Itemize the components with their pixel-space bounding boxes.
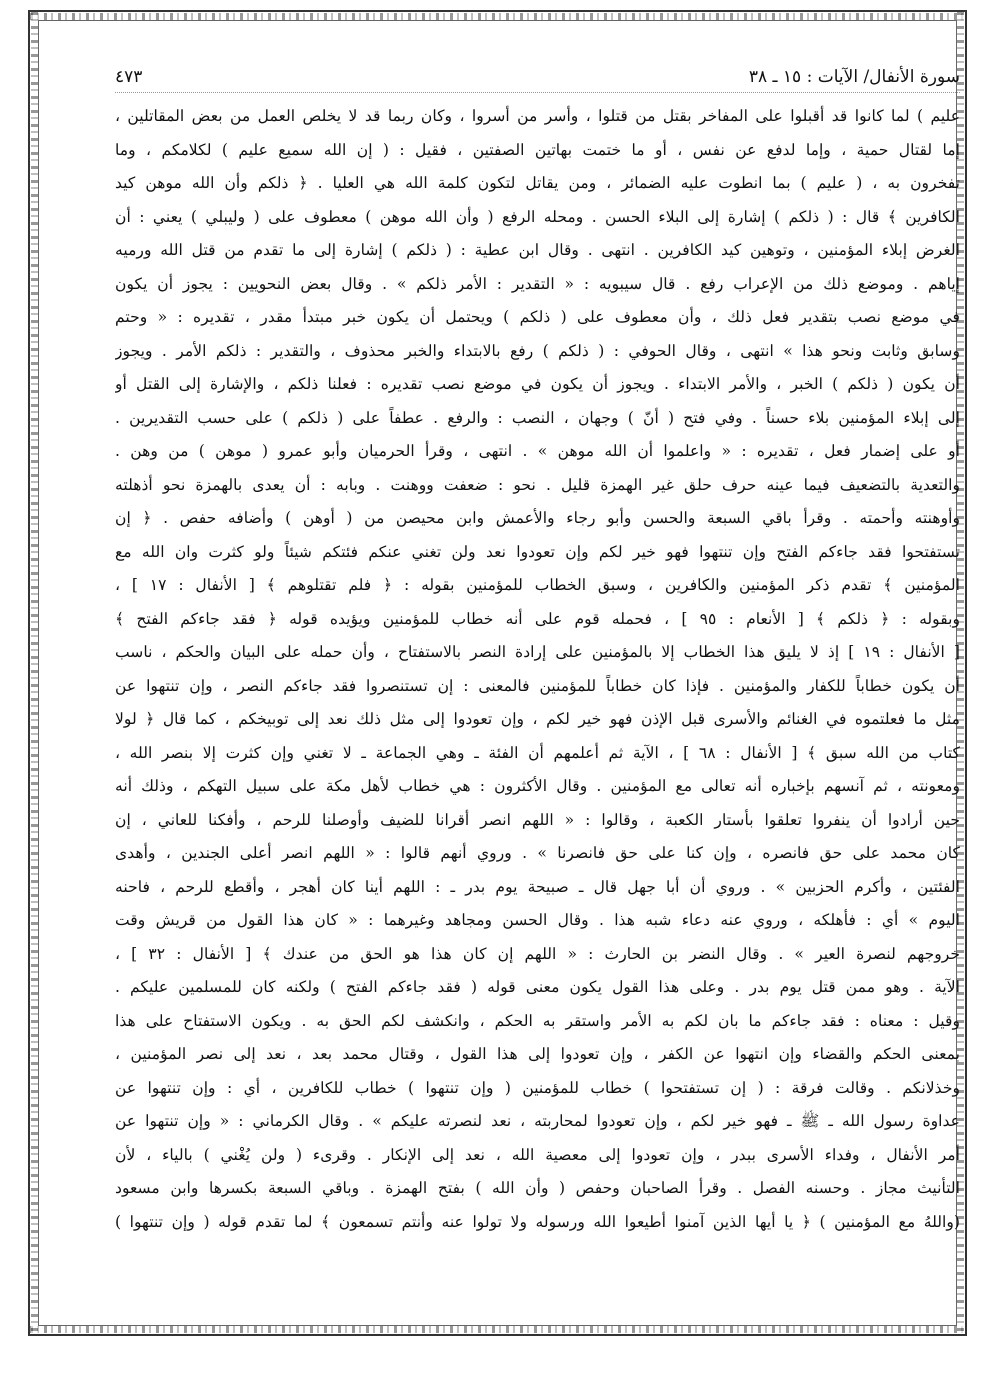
text-line: تستفتحوا فقد جاءكم الفتح وإن تنتهوا فهو خير لكم وإن تعودوا نعد ولن تغني عنكم فئتكم شيئاً ولو كثرت وان الله مع: [115, 542, 960, 561]
text-line: (واللهُ مع المؤمنين ) ﴿ يا أيها الذين آمنوا أطيعوا الله ورسوله ولا تولوا عنه وأنتم تسمعون ﴾ لما تقدم قوله ( وإن تنتهوا ): [115, 1212, 960, 1231]
text-line: أن يكون خطاباً للكفار والمؤمنين . فإذا كان خطاباً للمؤمنين فالمعنى : إن تستنصروا فقد جاءكم النصر ، وإن تنتهوا عن: [115, 676, 960, 695]
text-line: وسابق وثابت ونحو هذا » انتهى ، وقال الحوفي : ( ذلكم ) رفع بالابتداء والخبر محذوف ، والتقدير : ذلكم الأمر . ويجوز: [115, 341, 960, 360]
text-line: كان محمد على حق فانصره ، وإن كنا على حق فانصرنا » . وروي أنهم قالوا : « اللهم انصر أعلى الجندين ، وأهدى: [115, 844, 960, 862]
text-line: مثل ما فعلتموه في الغنائم والأسرى قبل الإذن فهو خير لكم ، وإن تعودوا إلى مثل ذلك نعد إلى توبيخكم ، كما قال ﴿ لولا: [115, 710, 960, 728]
top-ornament: [30, 13, 965, 20]
text-line: حين أرادوا أن ينفروا تعلقوا بأستار الكعبة ، وقالوا : « اللهم انصر أقرانا للضيف وأوصلنا للرحم ، وأفكنا للعاني ، إن: [115, 810, 960, 829]
bottom-ornament: [30, 1326, 965, 1333]
text-line: المؤمنين ﴾ تقدم ذكر المؤمنين والكافرين ، وسبق الخطاب للمؤمنين بقوله : ﴿ فلم تقتلوهم ﴾ [ الأنفال : ١٧ ] ،: [115, 576, 960, 594]
text-line: تفخرون به ، ( عليم ) بما انطوت عليه الضمائر ، ومن يقاتل لتكون كلمة الله هي العليا . ﴿ ذلكم وأن الله موهن كيد: [115, 174, 960, 192]
text-line: عداوة رسول الله ـ ﷺ ـ فهو خير لكم ، وإن تعودوا لمحاربته ، نعد لنصرته عليكم » . وقال الكرماني : « وإن تنتهوا عن: [115, 1112, 960, 1130]
text-line: بمعنى الحكم والقضاء وإن انتهوا عن الكفر ، وإن تعودوا إلى هذا القول ، وقتال محمد بعد ، نعد إلى نصر المؤمنين ،: [115, 1045, 960, 1063]
text-line: الآية . وهو ممن قتل يوم بدر . وعلى هذا القول يكون معنى قوله ( فقد جاءكم الفتح ) ولكنه كان للمسلمين عليكم .: [115, 978, 960, 996]
page-number: ٤٧٣: [115, 67, 143, 87]
text-line: كتاب من الله سبق ﴾ [ الأنفال : ٦٨ ] ، الآية ثم أعلمهم أن الفئة ـ وهي الجماعة ـ لا تغني وإن كثرت إلا بنصر الله ،: [115, 743, 960, 762]
text-line: إلى إبلاء المؤمنين بلاء حسناً . وفي فتح ( أنّ ) وجهان ، النصب : والرفع . عطفاً على ( ذلكم ) على حسب التقديرين .: [115, 408, 960, 427]
text-line: أن يكون ( ذلكم ) الخبر ، والأمر الابتداء . ويجوز أن يكون في موضع نصب تقديره : فعلنا ذلكم ، والإشارة إلى القتل أو: [115, 375, 960, 393]
text-line: التأنيث مجاز . وحسنه الفصل . وقرأ الصاحبان وحفص ( وأن الله ) بفتح الهمزة . وباقي السبعة بكسرها وابن مسعود: [115, 1179, 960, 1197]
page-header: [115, 62, 960, 93]
left-ornament: [31, 12, 38, 1334]
text-line: [ الأنفال : ١٩ ] إذ لا يليق هذا الخطاب إلا بالمؤمنين على إرادة النصر بالاستفتاح ، وأن حمله على البيان والحكم ، ناسب: [115, 643, 960, 661]
text-line: وخذلانكم . وقالت فرقة : ( إن تستفتحوا ) خطاب للمؤمنين ( وإن تنتهوا ) خطاب للكافرين ، أي : وإن تنتهوا عن: [115, 1078, 960, 1097]
text-line: الكافرين ﴾ قال : ( ذلكم ) إشارة إلى البلاء الحسن . ومحله الرفع ( وأن الله موهن ) معطوف على ( وليبلي ) يعني : أن: [115, 207, 960, 226]
text-line: وبقوله : ﴿ ذلكم ﴾ [ الأنعام : ٩٥ ] ، فحمله قوم على أنه خطاب للمؤمنين ويؤيده قوله ﴿ فقد جاءكم الفتح ﴾: [115, 609, 960, 628]
text-line: إما لقتال حمية ، وإما لدفع عن نفس ، أو ما ختمت بهاتين الصفتين ، فقيل : ( إن الله سميع عليم ) لكلامكم ، وما: [115, 140, 960, 159]
text-line: وأوهنته وأحمته . وقرأ باقي السبعة والحسن وأبو رجاء والأعمش وابن محيصن من ( أوهن ) وأضافه حفص . ﴿ إن: [115, 509, 960, 527]
surah-reference: سورة الأنفال/ الآيات : ١٥ ـ ٣٨: [748, 67, 960, 87]
text-line: أو على إضمار فعل ، تقديره : « واعلموا أن الله موهن » . انتهى ، وقرأ الحرميان وأبو عمرو ( موهن ) من وهن .: [115, 442, 960, 460]
body-text: [115, 100, 960, 1310]
text-line: في موضع نصب بتقدير فعل ذلك ، وأن معطوف على ( ذلكم ) ويحتمل أن يكون خبر مبتدأ مقدر ، تقديره : « وحتم: [115, 308, 960, 326]
text-line: الفئتين ، وأكرم الحزبين » . وروي أن أبا جهل قال ـ صبيحة يوم بدر ـ : اللهم أينا كان أهجر ، وأقطع للرحم ، فاحنه: [115, 877, 960, 896]
text-line: اليوم » أي : فأهلكه ، وروي عنه دعاء شبه هذا . وقال الحسن ومجاهد وغيرهما : « كان هذا القول من قريش وقت: [115, 911, 960, 929]
text-line: الغرض إبلاء المؤمنين ، وتوهين كيد الكافرين . انتهى . وقال ابن عطية : ( ذلكم ) إشارة إلى ما تقدم من قتل الله ورميه: [115, 241, 960, 259]
text-line: أمر الأنفال ، وفداء الأسرى ببدر ، وإن تعودوا إلى معصية الله ، نعد إلى الإنكار . وقرىء ( ولن يُغْني ) بالياء ، لأن: [115, 1145, 960, 1164]
text-line: إياهم . وموضع ذلك من الإعراب رفع . قال سيبويه : « التقدير : الأمر ذلكم » . وقال بعض النحويين : يجوز أن يكون: [115, 274, 960, 293]
text-line: وقيل : معناه : فقد جاءكم ما بان لكم به الأمر واستقر به الحكم ، وانكشف لكم الحق به . ويكون الاستفتاح على هذا: [115, 1011, 960, 1030]
text-line: خروجهم لنصرة العير » . وقال النضر بن الحارث : « اللهم إن كان هذا هو الحق من عندك ﴾ [ الأنفال : ٣٢ ] ،: [115, 944, 960, 963]
text-line: والتعدية بالتضعيف فيما عينه حرف حلق غير الهمزة قليل . نحو : ضعفت ووهنت . وبابه : أن يعدى بالهمزة نحو أذهلته: [115, 475, 960, 494]
text-line: ومعونته ، ثم آنسهم بإخباره أنه تعالى مع المؤمنين . وقال الأكثرون : هي خطاب لأهل مكة على سبيل التهكم ، وذلك أنه: [115, 777, 960, 795]
text-line: عليم ) لما كانوا قد أقبلوا على المفاخر بقتل من قتلوا ، وأسر من أسروا ، وكان ربما قد لا يخلص العمل من بعض المقاتلين ،: [115, 107, 960, 125]
